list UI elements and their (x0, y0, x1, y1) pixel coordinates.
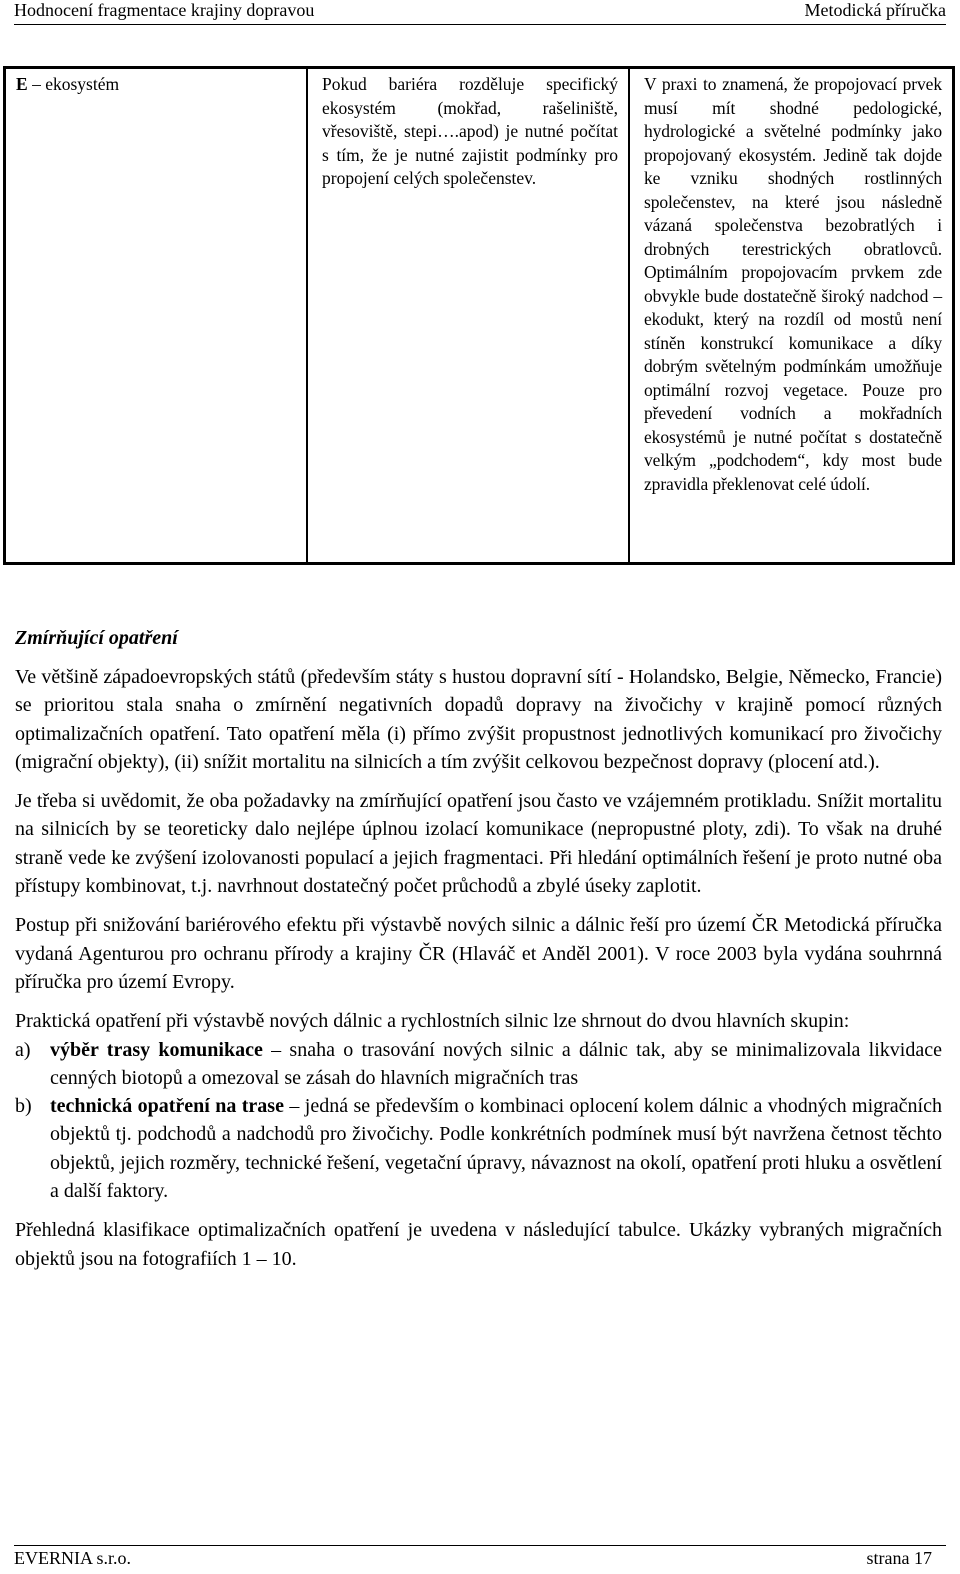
ecosystem-table (3, 66, 955, 565)
table-cell-condition: Pokud bariéra rozděluje specifický ekosystém (mokřad, rašeliniště, vřesoviště, stepi….apod) je nutné počítat s tím, že je nutné zajistit podmínky pro propojení celých společenstev. (308, 69, 630, 562)
header-document-type: Metodická příručka (804, 0, 946, 20)
list-item-text (50, 1092, 942, 1205)
paragraph-2: Je třeba si uvědomit, že oba požadavky na zmírňující opatření jsou často ve vzájemném protikladu. Snížit mortalitu na silnicích by se teoreticky dalo nejlépe úplnou izolací komunikace (nepropustné ploty, zdi). To však na druhé straně vede ke zvýšení izolovanosti populací a jejich fragmentaci. Při hledání optimálních řešení je proto nutné oba přístupy kombinovat, t.j. navrhnout dostatečný počet průchodů a zbylé úseky zaplotit. (15, 790, 942, 898)
paragraph-5: Přehledná klasifikace optimalizačních opatření je uvedena v následující tabulce. Ukázky vybraných migračních objektů jsou na fotografiích 1 – 10. (15, 1219, 942, 1270)
footer-divider (14, 1545, 946, 1546)
footer-company: EVERNIA s.r.o. (14, 1548, 131, 1568)
list-item-description: – jedná se především o kombinaci oplocení kolem dálnic a vhodných migračních objektů tj. podchodů a nadchodů pro živočichy. Podle konkrétních podmínek musí být navržena četnost těchto objektů, jejich rozměry, technické řešení, vegetační úpravy, návaznost na okolí, opatření proti hluku a osvětlení a další faktory. (50, 1095, 942, 1203)
section-heading: Zmírňující opatření (15, 627, 178, 649)
header-divider (14, 24, 946, 25)
mitigation-section (15, 624, 942, 1284)
header-title: Hodnocení fragmentace krajiny dopravou (14, 0, 315, 20)
page-header (14, 0, 946, 26)
list-item (15, 1036, 942, 1093)
paragraph-4: Praktická opatření při výstavbě nových dálnic a rychlostních silnic lze shrnout do dvou hlavních skupin: (15, 1010, 850, 1033)
list-item (15, 1092, 942, 1205)
measures-list (15, 1036, 942, 1206)
list-item-term: technická opatření na trase (50, 1095, 284, 1118)
list-marker: b) (15, 1095, 32, 1118)
category-code: E (16, 74, 28, 94)
list-marker: a) (15, 1038, 31, 1061)
paragraph-1: Ve většině západoevropských států (především státy s hustou dopravní sítí - Holandsko, Belgie, Německo, Francie) se prioritou stala snaha o zmírnění negativních dopadů dopravy na živočichy v krajině pomocí různých optimalizačních opatření. Tato opatření měla (i) přímo zvýšit propustnost jednotlivých komunikací pro živočichy (migrační objekty), (ii) snížit mortalitu na silnicích a tím zvýšit celkovou bezpečnost dopravy (plocení atd.). (15, 666, 942, 773)
category-label: – ekosystém (27, 74, 120, 94)
list-item-term: výběr trasy komunikace (50, 1038, 263, 1061)
page-number: strana 17 (866, 1548, 932, 1568)
page-footer (14, 1548, 932, 1568)
list-item-description: – snaha o trasování nových silnic a dálnic tak, aby se minimalizovala likvidace cenných biotopů a omezoval se zásah do hlavních migračních tras (50, 1038, 942, 1089)
paragraph-3: Postup při snižování bariérového efektu při výstavbě nových silnic a dálnic řeší pro území ČR Metodická příručka vydaná Agenturou pro ochranu přírody a krajiny ČR (Hlaváč et Anděl 2001). V roce 2003 byla vydána souhrnná příručka pro území Evropy. (15, 914, 942, 993)
list-item-text (50, 1036, 942, 1093)
table-cell-category (6, 69, 308, 562)
table-cell-practice: V praxi to znamená, že propojovací prvek musí mít shodné pedologické, hydrologické a světelné podmínky jako propojovaný ekosystém. Jedině tak dojde ke vzniku shodných rostlinných společenstev, na které jsou následně vázaná společenstva bezobratlých i drobných terestrických obratlovců. Optimálním propojovacím prvkem zde obvykle bude dostatečně široký nadchod – ekodukt, který na rozdíl od mostů není stíněn konstrukcí komunikace a díky dobrým světelným podmínkám umožňuje optimální rozvoj vegetace. Pouze pro převedení vodních a mokřadních ekosystémů je nutné počítat s dostatečně velkým „podchodem“, kdy most bude zpravidla překlenovat celé údolí. (644, 74, 942, 494)
